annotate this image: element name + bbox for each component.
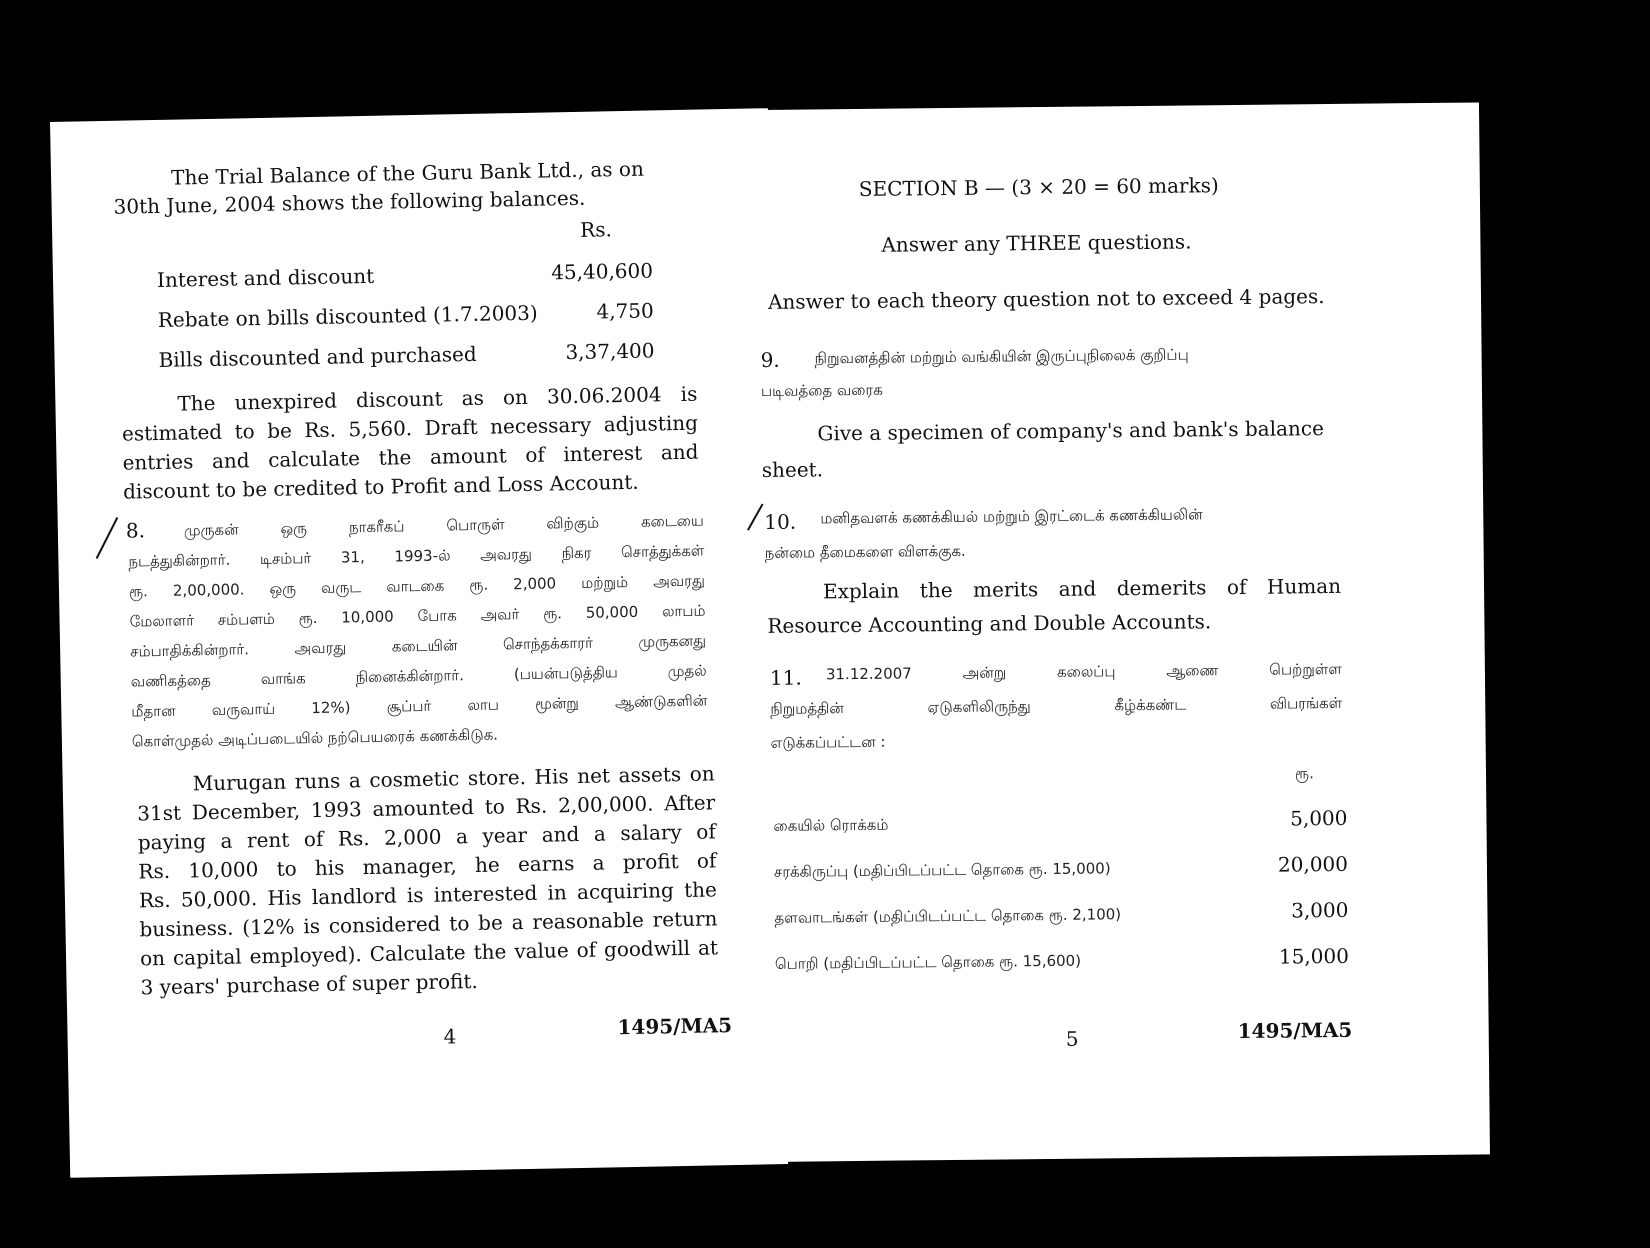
q10-tamil-line1: மனிதவளக் கணக்கியல் மற்றும் இரட்டைக் கணக்கியலின் — [820, 505, 1203, 528]
instruction-answer-any-three: Answer any THREE questions. — [881, 229, 1192, 257]
balance-label: Interest and discount — [156, 263, 375, 292]
paper-code: 1495/MA5 — [617, 1013, 733, 1040]
item-value: 15,000 — [1278, 943, 1350, 969]
q7-text-line: discount to be credited to Profit and Loss Account. — [122, 469, 639, 504]
q11-tamil-line3: எடுக்கப்பட்டன : — [770, 732, 886, 752]
item-label: பொறி (மதிப்பிடப்பட்ட தொகை ரூ. 15,600) — [774, 951, 1082, 973]
item-row — [774, 896, 1348, 933]
balance-value: 45,40,600 — [550, 258, 654, 285]
q8-tamil-line: மேலாளர் சம்பளம் ரூ. 10,000 போக அவர் ரூ. 50,000 லாபம் — [129, 601, 706, 631]
page-number: 5 — [1065, 1026, 1079, 1051]
q10-number: 10. — [764, 509, 797, 534]
balance-label: Bills discounted and purchased — [158, 341, 477, 372]
q8-english-text — [136, 759, 718, 1002]
q7-text-line: The unexpired discount as on 30.06.2004 is — [177, 381, 698, 416]
q8-tamil-line: முருகன் ஒரு நாகரீகப் பொருள் விற்கும் கடையை — [183, 511, 704, 540]
q8-tamil-line: சம்பாதிக்கின்றார். அவரது கடையின் சொந்தக்காரர் முருகனது — [130, 631, 707, 661]
paper-code: 1495/MA5 — [1237, 1017, 1353, 1044]
q8-english-line: on capital employed). Calculate the value of goodwill at — [139, 935, 719, 971]
q9-tamil-line1: நிறுவனத்தின் மற்றும் வங்கியின் இருப்புநிலைக் குறிப்பு — [814, 345, 1189, 368]
q8-english-line: paying a rent of Rs. 2,000 a year and a salary of — [137, 819, 716, 855]
q11-tamil-line2: நிறுமத்தின் ஏடுகளிலிருந்து கீழ்க்கண்ட விபரங்கள் — [770, 693, 1343, 718]
item-row — [774, 850, 1348, 887]
q8-tamil-line: ரூ. 2,00,000. ஒரு வருட வாடகை ரூ. 2,000 மற்றும் அவரது — [128, 571, 706, 601]
item-label: சரக்கிருப்பு (மதிப்பிடப்பட்ட தொகை ரூ. 15,000) — [773, 859, 1111, 881]
currency-header: ரூ. — [1294, 764, 1314, 783]
q11-tamil-line1: 31.12.2007 அன்று கலைப்பு ஆணை பெற்றுள்ள — [825, 659, 1342, 684]
q8-tamil-line: வணிகத்தை வாங்க நினைக்கின்றார். (பயன்படுத்திய முதல் — [130, 661, 707, 691]
currency-header: Rs. — [579, 217, 613, 242]
q9-english-line2: sheet. — [761, 457, 824, 482]
balance-value: 4,750 — [596, 298, 654, 324]
balance-row — [158, 296, 654, 335]
q11-number: 11. — [769, 665, 802, 690]
q8-tamil-line: கொள்முதல் அடிப்படையில் நற்பெயரைக் கணக்கிடுக. — [131, 725, 499, 751]
q8-english-line: Rs. 10,000 to his manager, he earns a profit of — [138, 848, 717, 884]
item-value: 5,000 — [1290, 805, 1348, 831]
q7-text-line: entries and calculate the amount of interest and — [122, 439, 699, 475]
left-page — [50, 108, 788, 1178]
q9-number: 9. — [760, 347, 780, 372]
q7-intro-line2: 30th June, 2004 shows the following balances. — [113, 185, 586, 219]
balance-row — [158, 336, 654, 375]
q10-english-line2: Resource Accounting and Double Accounts. — [767, 609, 1212, 638]
item-label: தளவாடங்கள் (மதிப்பிடப்பட்ட தொகை ரூ. 2,100) — [774, 905, 1122, 927]
q7-text-line: estimated to be Rs. 5,560. Draft necessary adjusting — [121, 410, 699, 446]
section-title: SECTION B — (3 × 20 = 60 marks) — [858, 173, 1219, 201]
item-value: 20,000 — [1277, 851, 1349, 877]
pen-tick-mark — [96, 517, 119, 559]
q10-english-line1: Explain the merits and demerits of Human — [822, 573, 1342, 604]
item-label: கையில் ரொக்கம் — [773, 815, 889, 835]
q8-tamil-text — [125, 506, 709, 757]
balance-value: 3,37,400 — [565, 338, 655, 365]
q9-english-line1: Give a specimen of company's and bank's balance — [817, 416, 1324, 446]
q8-tamil-line: மீதான வருவாய் 12%) சூப்பர் லாப மூன்று ஆண்டுகளின் — [131, 691, 708, 721]
q9-tamil-line2: படிவத்தை வரைக — [760, 380, 883, 400]
balance-label: Rebate on bills discounted (1.7.2003) — [157, 300, 538, 332]
item-row — [775, 942, 1349, 979]
item-row — [773, 804, 1347, 841]
q8-number: 8. — [125, 518, 146, 543]
q8-tamil-line: நடத்துகின்றார். டிசம்பர் 31, 1993-ல் அவரது நிகர சொத்துக்கள் — [128, 541, 705, 571]
q8-english-line: Rs. 50,000. His landlord is interested in acquiring the — [138, 877, 718, 913]
page-number: 4 — [443, 1024, 457, 1049]
right-page — [758, 102, 1490, 1161]
q7-text — [121, 380, 699, 507]
q8-english-line: Murugan runs a cosmetic store. His net assets on — [192, 761, 715, 796]
q8-english-line: 31st December, 1993 amounted to Rs. 2,00,000. After — [137, 790, 716, 826]
q10-tamil-line2: நன்மை தீமைகளை விளக்குக. — [764, 541, 966, 562]
item-value: 3,000 — [1291, 897, 1349, 923]
q8-english-line: business. (12% is considered to be a reasonable return — [139, 906, 718, 942]
q7-intro-line1: The Trial Balance of the Guru Bank Ltd., as on — [170, 156, 645, 190]
q8-english-line: 3 years' purchase of super profit. — [140, 968, 478, 1000]
instruction-page-limit: Answer to each theory question not to exceed 4 pages. — [767, 284, 1325, 314]
balance-row — [157, 256, 653, 295]
